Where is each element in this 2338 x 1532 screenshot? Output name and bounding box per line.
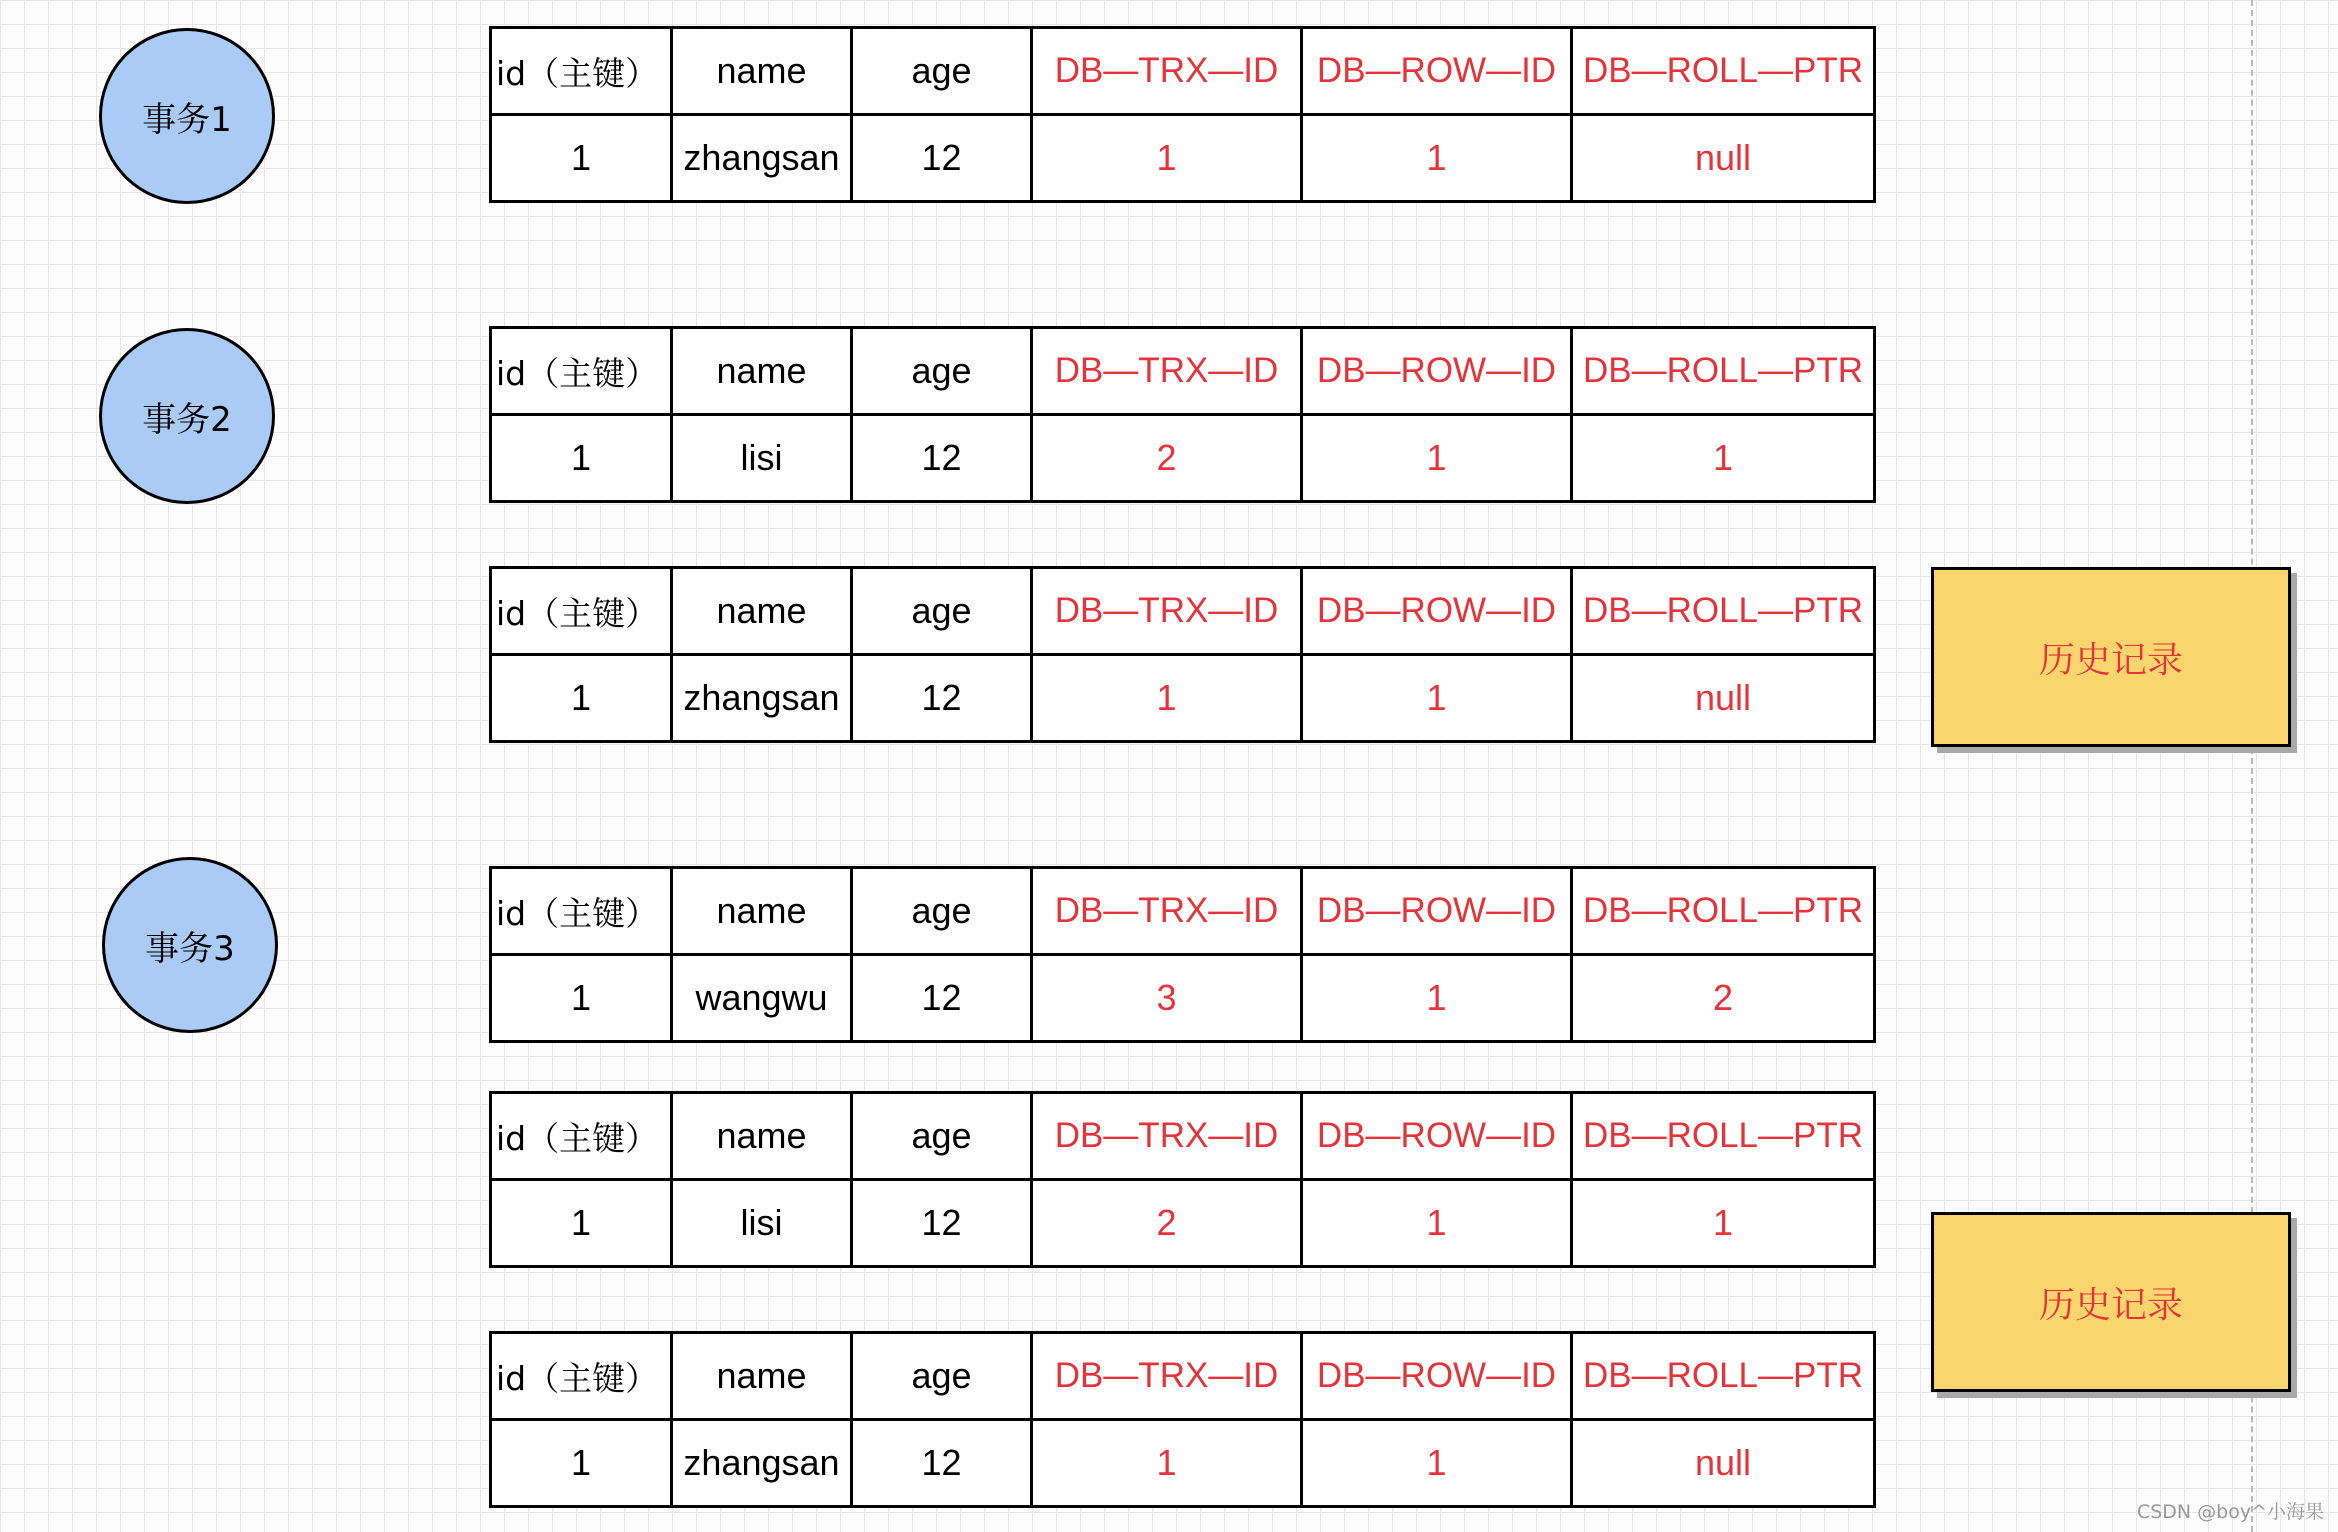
table-header-row [491,328,1875,415]
record-table-5 [489,1091,1876,1268]
cell-id: 1 [491,1420,672,1507]
cell-age: 12 [852,655,1032,742]
cell-id: 1 [491,1180,672,1267]
header-trx-id: DB—TRX—ID [1032,1093,1302,1180]
table-row [491,415,1875,502]
cell-row-id: 1 [1302,655,1572,742]
cell-trx-id: 3 [1032,955,1302,1042]
table-row [491,1180,1875,1267]
header-age: age [852,868,1032,955]
cell-row-id: 1 [1302,1420,1572,1507]
cell-roll-ptr: 1 [1572,1180,1875,1267]
history-record-box-2 [1931,1212,2291,1392]
cell-name: lisi [672,1180,852,1267]
transaction-1-node [99,28,275,204]
header-name: name [672,568,852,655]
cell-name: lisi [672,415,852,502]
cell-trx-id: 1 [1032,115,1302,202]
cell-row-id: 1 [1302,115,1572,202]
header-trx-id: DB—TRX—ID [1032,28,1302,115]
record-table-6 [489,1331,1876,1508]
header-id: id（主键） [491,328,672,415]
footer-credit: CSDN @boy^小海果 [2136,1501,2324,1523]
header-id: id（主键） [491,868,672,955]
header-roll-ptr: DB—ROLL—PTR [1572,28,1875,115]
header-trx-id: DB—TRX—ID [1032,1333,1302,1420]
table-header-row [491,868,1875,955]
transaction-3-label: 事务3 [145,928,235,969]
header-row-id: DB—ROW—ID [1302,1333,1572,1420]
header-age: age [852,328,1032,415]
record-table-4 [489,866,1876,1043]
record-table-1 [489,26,1876,203]
cell-name: wangwu [672,955,852,1042]
cell-name: zhangsan [672,655,852,742]
header-row-id: DB—ROW—ID [1302,568,1572,655]
history-record-label: 历史记录 [2038,639,2183,681]
cell-trx-id: 2 [1032,415,1302,502]
table-row [491,955,1875,1042]
transaction-2-node [99,328,275,504]
cell-roll-ptr: null [1572,655,1875,742]
cell-id: 1 [491,115,672,202]
cell-id: 1 [491,655,672,742]
header-id: id（主键） [491,1333,672,1420]
cell-trx-id: 2 [1032,1180,1302,1267]
cell-row-id: 1 [1302,415,1572,502]
record-table-2 [489,326,1876,503]
transaction-3-node [102,857,278,1033]
header-name: name [672,328,852,415]
table-row [491,655,1875,742]
header-name: name [672,28,852,115]
cell-roll-ptr: 2 [1572,955,1875,1042]
header-roll-ptr: DB—ROLL—PTR [1572,1093,1875,1180]
cell-row-id: 1 [1302,1180,1572,1267]
cell-age: 12 [852,1420,1032,1507]
history-record-label: 历史记录 [2038,1284,2183,1326]
cell-roll-ptr: null [1572,115,1875,202]
header-row-id: DB—ROW—ID [1302,28,1572,115]
table-row [491,1420,1875,1507]
table-header-row [491,568,1875,655]
header-name: name [672,868,852,955]
header-row-id: DB—ROW—ID [1302,868,1572,955]
header-age: age [852,28,1032,115]
header-name: name [672,1093,852,1180]
header-age: age [852,1093,1032,1180]
header-id: id（主键） [491,1093,672,1180]
header-row-id: DB—ROW—ID [1302,1093,1572,1180]
cell-age: 12 [852,115,1032,202]
header-id: id（主键） [491,568,672,655]
cell-roll-ptr: 1 [1572,415,1875,502]
history-record-box-1 [1931,567,2291,747]
header-trx-id: DB—TRX—ID [1032,568,1302,655]
header-trx-id: DB—TRX—ID [1032,328,1302,415]
header-roll-ptr: DB—ROLL—PTR [1572,1333,1875,1420]
header-trx-id: DB—TRX—ID [1032,868,1302,955]
table-header-row [491,1093,1875,1180]
header-name: name [672,1333,852,1420]
header-age: age [852,1333,1032,1420]
cell-row-id: 1 [1302,955,1572,1042]
cell-name: zhangsan [672,1420,852,1507]
record-table-3 [489,566,1876,743]
cell-id: 1 [491,955,672,1042]
header-roll-ptr: DB—ROLL—PTR [1572,868,1875,955]
header-roll-ptr: DB—ROLL—PTR [1572,568,1875,655]
transaction-1-label: 事务1 [142,99,232,140]
cell-trx-id: 1 [1032,1420,1302,1507]
table-row [491,115,1875,202]
cell-roll-ptr: null [1572,1420,1875,1507]
cell-name: zhangsan [672,115,852,202]
cell-id: 1 [491,415,672,502]
cell-trx-id: 1 [1032,655,1302,742]
header-age: age [852,568,1032,655]
header-row-id: DB—ROW—ID [1302,328,1572,415]
cell-age: 12 [852,1180,1032,1267]
cell-age: 12 [852,955,1032,1042]
table-header-row [491,1333,1875,1420]
header-id: id（主键） [491,28,672,115]
header-roll-ptr: DB—ROLL—PTR [1572,328,1875,415]
transaction-2-label: 事务2 [142,399,232,440]
cell-age: 12 [852,415,1032,502]
table-header-row [491,28,1875,115]
